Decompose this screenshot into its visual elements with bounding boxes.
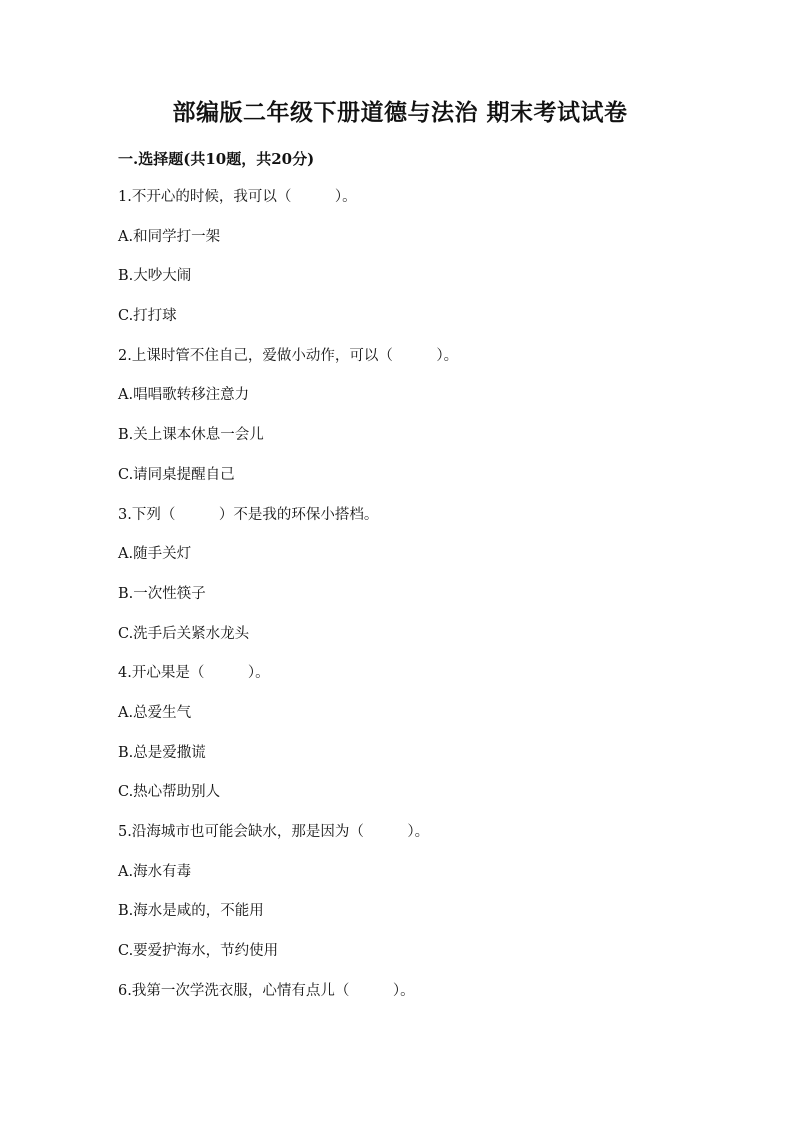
question-list: [118, 186, 718, 1019]
question-4-option-b: B.总是爱撒谎: [118, 744, 206, 761]
question-2-option-b: B.关上课本休息一会儿: [118, 427, 264, 444]
exam-title: 部编版二年级下册道德与法治 期末考试试卷: [172, 99, 628, 126]
question-3-stem: 3.下列（ ）不是我的环保小搭档。: [118, 506, 379, 523]
question-2-option-c: C.请同桌提醒自己: [118, 466, 235, 483]
question-3-option-b: B.一次性筷子: [118, 585, 206, 602]
question-6-stem: 6.我第一次学洗衣服，心情有点儿（ ）。: [118, 982, 415, 999]
question-5-option-b: B.海水是咸的，不能用: [118, 903, 264, 920]
question-1-option-b: B.大吵大闹: [118, 268, 192, 285]
question-4-stem: 4.开心果是（ ）。: [118, 665, 270, 682]
question-1-option-a: A.和同学打一架: [118, 228, 221, 245]
question-1-stem: 1.不开心的时候，我可以（ ）。: [118, 189, 357, 205]
question-5-option-c: C.要爱护海水，节约使用: [118, 943, 279, 960]
question-4-option-c: C.热心帮助别人: [118, 784, 221, 801]
question-4-option-a: A.总爱生气: [118, 704, 192, 721]
section-heading-multiple-choice: 一.选择题(共10题，共20分): [118, 150, 315, 168]
question-5-stem: 5.沿海城市也可能会缺水，那是因为（ ）。: [118, 824, 430, 840]
question-5-option-a: A.海水有毒: [118, 863, 192, 880]
question-2-option-a: A.唱唱歌转移注意力: [118, 387, 250, 404]
question-1-option-c: C.打打球: [118, 308, 177, 325]
question-3-option-c: C.洗手后关紧水龙头: [118, 625, 250, 642]
question-2-stem: 2.上课时管不住自己，爱做小动作，可以（ ）。: [118, 347, 459, 364]
question-3-option-a: A.随手关灯: [118, 546, 192, 563]
